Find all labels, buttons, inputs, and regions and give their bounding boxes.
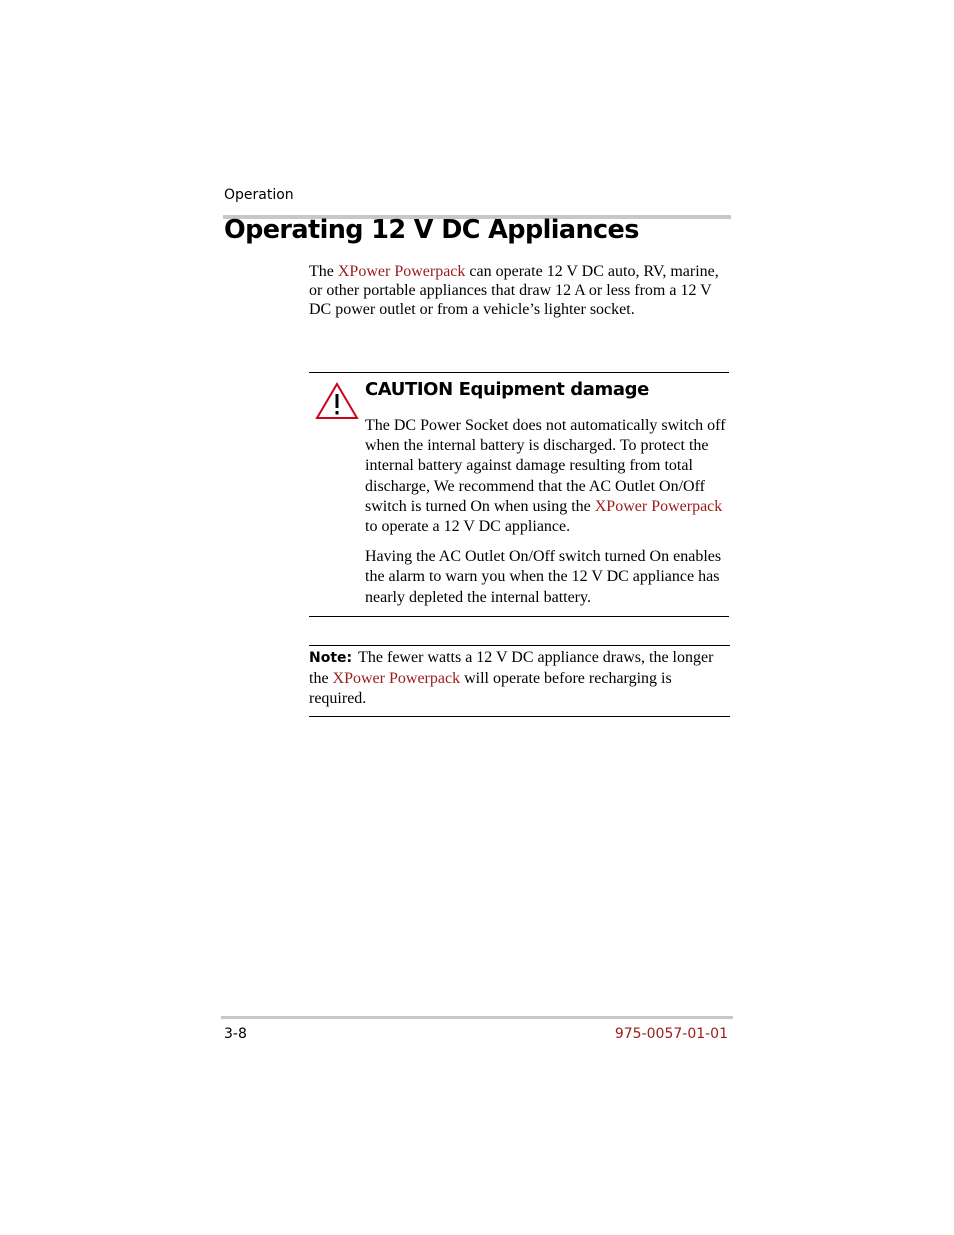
note-paragraph	[309, 648, 719, 710]
note-bottom-rule	[309, 716, 730, 717]
page-title: Operating 12 V DC Appliances	[224, 215, 639, 245]
caution-paragraph-1	[365, 416, 729, 537]
caution-title: CAUTION Equipment damage	[365, 379, 649, 400]
caution-paragraph-2: Having the AC Outlet On/Off switch turned On enables the alarm to warn you when the 12 V DC appliance has nearly depleted the internal battery.	[365, 548, 722, 606]
product-link[interactable]: XPower Powerpack	[337, 263, 466, 280]
caution-product-link[interactable]: XPower Powerpack	[594, 497, 723, 515]
caution-text-after: to operate a 12 V DC appliance.	[365, 518, 571, 536]
intro-paragraph	[309, 262, 719, 319]
note-text-before: The fewer watts a 12 V DC appliance draws, the longer the	[309, 649, 714, 687]
running-header: Operation	[224, 187, 294, 203]
caution-bottom-rule	[309, 616, 729, 617]
footer-rule	[221, 1016, 733, 1019]
note-text-after: will operate before recharging is required.	[309, 669, 672, 707]
caution-text-before: The DC Power Socket does not automatically switch off when the internal battery is discharged. To protect the internal battery against damage resulting from total discharge, We recommend that the AC Outlet On/Off switch is turned On when using the	[365, 417, 726, 515]
page-number: 3-8	[224, 1026, 247, 1042]
warning-triangle-icon	[315, 382, 359, 420]
note-product-link[interactable]: XPower Powerpack	[332, 669, 461, 687]
note-top-rule	[309, 645, 730, 646]
document-number: 975-0057-01-01	[614, 1026, 728, 1042]
intro-text-after: can operate 12 V DC auto, RV, marine, or other portable appliances that draw 12 A or less from a 12 V DC power outlet or from a vehicle’s lighter socket.	[309, 263, 719, 318]
intro-text-before: The	[309, 263, 338, 280]
note-label: Note:	[309, 650, 353, 666]
caution-top-rule	[309, 372, 729, 373]
caution-body	[365, 416, 729, 618]
